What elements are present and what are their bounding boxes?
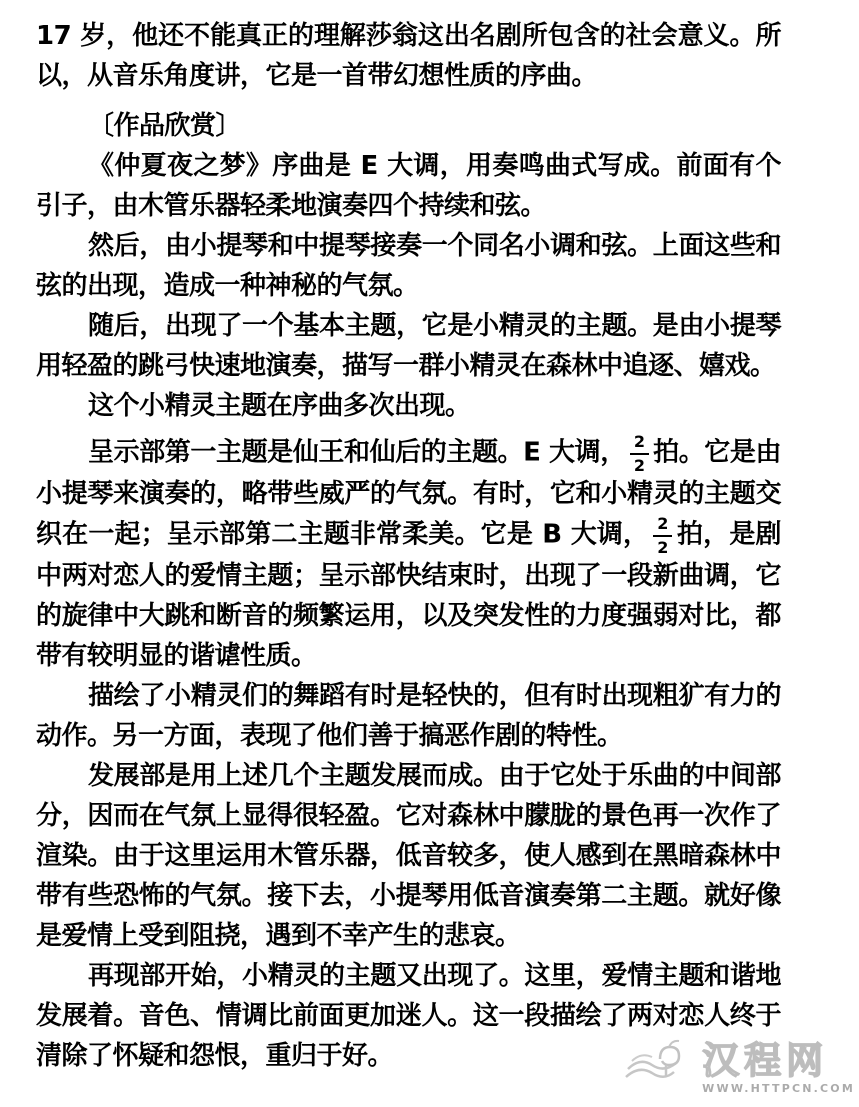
- httpcn-logo-icon: [622, 1035, 700, 1093]
- paragraph-introduction-chords: 《仲夏夜之梦》序曲是 E 大调，用奏鸣曲式写成。前面有个引子，由木管乐器轻柔地演奏四个持续和弦。: [36, 151, 781, 221]
- section-heading: 〔作品欣赏〕: [88, 111, 242, 141]
- time-signature-numerator: 2: [653, 514, 672, 537]
- paragraph-elf-theme: 随后，出现了一个基本主题，它是小精灵的主题。是由小提琴用轻盈的跳弓快速地演奏，描写一群小精灵在森林中追逐、嬉戏。: [36, 311, 781, 381]
- paragraph-minor-chord: 然后，由小提琴和中提琴接奏一个同名小调和弦。上面这些和弦的出现，造成一种神秘的气氛。: [36, 231, 781, 301]
- watermark-url: WWW.HTTPCN.COM: [702, 1082, 855, 1095]
- time-signature-denominator: 2: [657, 538, 669, 557]
- paragraph-development: 发展部是用上述几个主题发展而成。由于它处于乐曲的中间部分，因而在气氛上显得很轻盈。它对森林中朦胧的景色再一次作了渲染。由于这里运用木管乐器，低音较多，使人感到在黑暗森林中带有些恐怖的气氛。接下去，小提琴用低音演奏第二主题。就好像是爱情上受到阻挠，遇到不幸产生的悲哀。: [36, 761, 781, 951]
- paragraph-elf-dance: 描绘了小精灵们的舞蹈有时是轻快的，但有时出现粗犷有力的动作。另一方面，表现了他们善于搞恶作剧的特性。: [36, 681, 781, 751]
- paragraph-text-segment: 拍，是剧中两对恋人的爱情主题；呈示部快结束时，出现了一段新曲调，它的旋律中大跳和断音的频繁运用，以及突发性的力度强弱对比，都带有较明显的谐谑性质。: [36, 519, 781, 671]
- time-signature-denominator: 2: [633, 456, 645, 475]
- paragraph-intro-continuation: 17 岁，他还不能真正的理解莎翁这出名剧所包含的社会意义。所以，从音乐角度讲，它是一首带幻想性质的序曲。: [36, 21, 781, 91]
- time-signature-numerator: 2: [630, 432, 649, 455]
- watermark-text-block: [702, 1039, 855, 1095]
- paragraph-exposition-themes: [36, 432, 781, 676]
- paragraph-text-segment: 拍。它是由小提琴来演奏的，略带些威严的气氛。有时，它和小精灵的主题交织在一起；呈示部第二主题非常柔美。它是 B 大调，: [36, 437, 781, 550]
- watermark-site-name: 汉程网: [702, 1039, 829, 1082]
- paragraph-recapitulation: 再现部开始，小精灵的主题又出现了。这里，爱情主题和谐地发展着。音色、情调比前面更加迷人。这一段描绘了两对恋人终于清除了怀疑和怨恨，重归于好。: [36, 961, 781, 1071]
- watermark: [622, 1035, 855, 1095]
- time-signature-2-2: [630, 432, 649, 474]
- paragraph-text-segment: 呈示部第一主题是仙王和仙后的主题。E 大调，: [88, 437, 626, 468]
- time-signature-2-2: [653, 514, 672, 556]
- paragraph-elf-theme-recurs: 这个小精灵主题在序曲多次出现。: [88, 391, 471, 421]
